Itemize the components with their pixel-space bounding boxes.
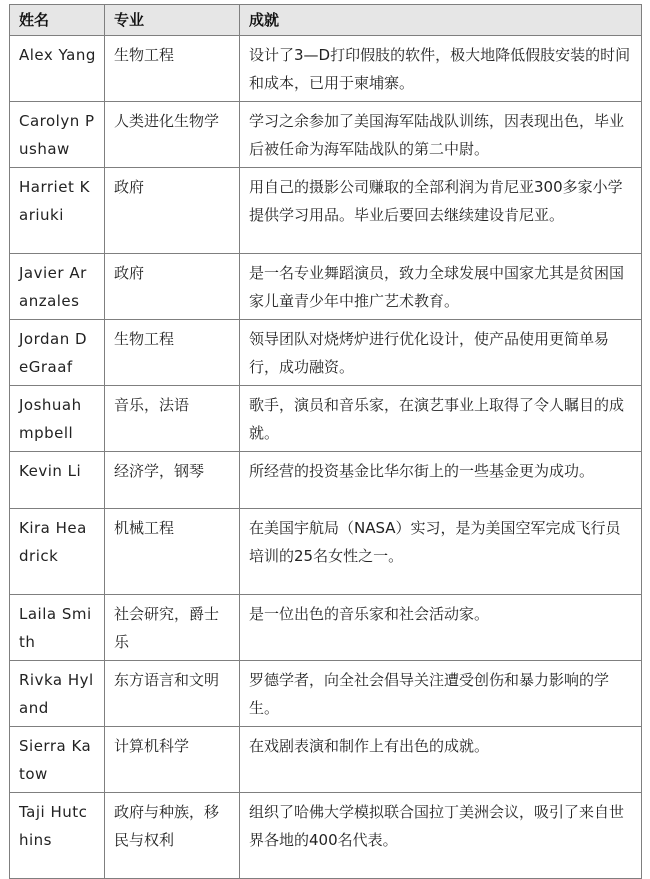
- major-cell: 音乐，法语: [105, 386, 240, 452]
- achievement-cell: 用自己的摄影公司赚取的全部利润为肯尼亚300多家小学提供学习用品。毕业后要回去继续建设肯尼亚。: [240, 168, 642, 254]
- table-row: [10, 452, 642, 509]
- name-cell: Javier Aranzales: [10, 254, 105, 320]
- table-row: [10, 386, 642, 452]
- achievement-cell: 组织了哈佛大学模拟联合国拉丁美洲会议，吸引了来自世界各地的400名代表。: [240, 793, 642, 879]
- major-cell: 计算机科学: [105, 727, 240, 793]
- name-cell: Jordan DeGraaf: [10, 320, 105, 386]
- major-cell: 经济学，钢琴: [105, 452, 240, 509]
- table-row: [10, 102, 642, 168]
- name-cell: Sierra Katow: [10, 727, 105, 793]
- major-cell: 人类进化生物学: [105, 102, 240, 168]
- table-row: [10, 254, 642, 320]
- header-major: 专业: [105, 5, 240, 36]
- name-cell: Rivka Hyland: [10, 661, 105, 727]
- major-cell: 生物工程: [105, 320, 240, 386]
- achievement-cell: 领导团队对烧烤炉进行优化设计，使产品使用更简单易行，成功融资。: [240, 320, 642, 386]
- major-cell: 政府: [105, 254, 240, 320]
- name-cell: Kira Headrick: [10, 509, 105, 595]
- achievement-cell: 学习之余参加了美国海军陆战队训练，因表现出色，毕业后被任命为海军陆战队的第二中尉。: [240, 102, 642, 168]
- name-cell: Harriet Kariuki: [10, 168, 105, 254]
- header-name: 姓名: [10, 5, 105, 36]
- table-row: [10, 320, 642, 386]
- table-row: [10, 509, 642, 595]
- name-cell: Laila Smith: [10, 595, 105, 661]
- header-achievement: 成就: [240, 5, 642, 36]
- name-cell: Alex Yang: [10, 36, 105, 102]
- achievement-cell: 在戏剧表演和制作上有出色的成就。: [240, 727, 642, 793]
- major-cell: 政府: [105, 168, 240, 254]
- achievement-cell: 设计了3—D打印假肢的软件，极大地降低假肢安装的时间和成本，已用于柬埔寨。: [240, 36, 642, 102]
- table-row: [10, 595, 642, 661]
- achievement-cell: 是一位出色的音乐家和社会活动家。: [240, 595, 642, 661]
- achievement-cell: 在美国宇航局（NASA）实习，是为美国空军完成飞行员培训的25名女性之一。: [240, 509, 642, 595]
- achievement-cell: 是一名专业舞蹈演员，致力全球发展中国家尤其是贫困国家儿童青少年中推广艺术教育。: [240, 254, 642, 320]
- name-cell: Joshuah mpbell: [10, 386, 105, 452]
- name-cell: Carolyn Pushaw: [10, 102, 105, 168]
- name-cell: Kevin Li: [10, 452, 105, 509]
- header-row: [10, 5, 642, 36]
- table-row: [10, 793, 642, 879]
- major-cell: 东方语言和文明: [105, 661, 240, 727]
- name-cell: Taji Hutchins: [10, 793, 105, 879]
- achievement-cell: 歌手，演员和音乐家，在演艺事业上取得了令人瞩目的成就。: [240, 386, 642, 452]
- major-cell: 社会研究，爵士乐: [105, 595, 240, 661]
- major-cell: 生物工程: [105, 36, 240, 102]
- achievement-cell: 所经营的投资基金比华尔街上的一些基金更为成功。: [240, 452, 642, 509]
- table-row: [10, 727, 642, 793]
- table-row: [10, 36, 642, 102]
- achievement-cell: 罗德学者，向全社会倡导关注遭受创伤和暴力影响的学生。: [240, 661, 642, 727]
- major-cell: 政府与种族，移民与权利: [105, 793, 240, 879]
- table-row: [10, 168, 642, 254]
- table-row: [10, 661, 642, 727]
- major-cell: 机械工程: [105, 509, 240, 595]
- achievements-table: [9, 4, 642, 879]
